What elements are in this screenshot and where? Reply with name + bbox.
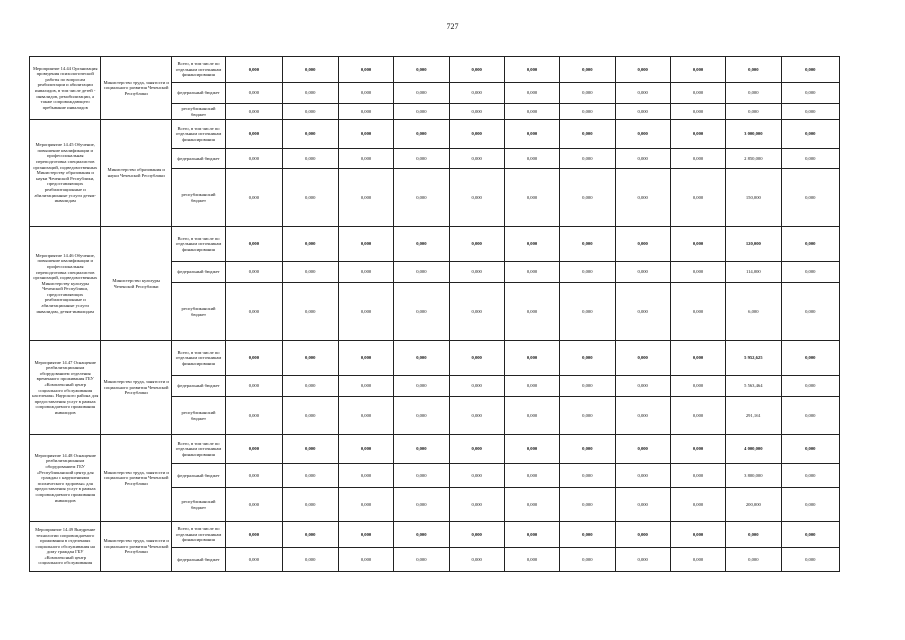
amount-cell: 0,000 — [394, 376, 449, 397]
amount-cell: 0,000 — [781, 376, 840, 397]
amount-cell: 0,000 — [781, 227, 840, 262]
amount-cell: 0,000 — [560, 522, 615, 548]
amount-cell: 3 000,000 — [726, 120, 781, 149]
amount-cell: 0,000 — [670, 169, 725, 227]
amount-cell: 0,000 — [560, 488, 615, 522]
amount-cell: 0,000 — [615, 397, 670, 435]
funding-source-cell: федеральный бюджет — [171, 83, 225, 104]
amount-cell: 0,000 — [226, 435, 282, 464]
amount-cell: 0,000 — [560, 227, 615, 262]
amount-cell: 0,000 — [615, 464, 670, 488]
amount-cell: 0,000 — [282, 169, 338, 227]
amount-cell: 0,000 — [781, 488, 840, 522]
measure-cell: Мероприятие 14.49 Внедрение технологии сопровождаемого проживания в отделениях социального обслуживания на дому граждан ГБУ «Комплексный центр социального обслуживания — [30, 522, 101, 572]
amount-cell: 0,000 — [560, 435, 615, 464]
amount-cell: 0,000 — [282, 376, 338, 397]
table-row — [30, 227, 840, 262]
amount-cell: 0,000 — [781, 548, 840, 572]
amount-cell: 6,000 — [726, 283, 781, 341]
funding-source-cell: федеральный бюджет — [171, 262, 225, 283]
amount-cell: 0,000 — [282, 397, 338, 435]
amount-cell: 0,000 — [560, 149, 615, 169]
amount-cell: 0,000 — [504, 376, 559, 397]
amount-cell: 0,000 — [226, 227, 282, 262]
amount-cell: 4 000,000 — [726, 435, 781, 464]
amount-cell: 0,000 — [504, 149, 559, 169]
amount-cell: 0,000 — [226, 57, 282, 83]
funding-source-cell: федеральный бюджет — [171, 464, 225, 488]
amount-cell: 0,000 — [338, 488, 393, 522]
measure-cell: Мероприятие 14.46 Обучение, повышение квалификации и профессиональная переподготовка специалистов организаций, подведомственных Министерству культуры Чеченской Республики, предоставляющих реабилитационные и абилитационные услуги инвалидам, детям-инвалидам — [30, 227, 101, 341]
amount-cell: 0,000 — [394, 169, 449, 227]
amount-cell: 0,000 — [394, 283, 449, 341]
amount-cell: 0,000 — [560, 83, 615, 104]
amount-cell: 2 850,000 — [726, 149, 781, 169]
table-row — [30, 522, 840, 548]
executor-cell: Министерство труда, занятости и социального развития Чеченской Республики — [101, 341, 171, 435]
amount-cell: 0,000 — [615, 104, 670, 120]
amount-cell: 0,000 — [449, 397, 504, 435]
amount-cell: 0,000 — [449, 283, 504, 341]
amount-cell: 0,000 — [449, 548, 504, 572]
funding-source-cell: Всего, в том числе по отдельным источникам финансирования — [171, 341, 225, 376]
amount-cell: 0,000 — [615, 262, 670, 283]
amount-cell: 0,000 — [282, 283, 338, 341]
amount-cell: 0,000 — [449, 341, 504, 376]
amount-cell: 0,000 — [226, 522, 282, 548]
amount-cell: 0,000 — [781, 57, 840, 83]
funding-source-cell: федеральный бюджет — [171, 548, 225, 572]
amount-cell: 0,000 — [449, 169, 504, 227]
amount-cell: 0,000 — [615, 169, 670, 227]
amount-cell: 0,000 — [449, 83, 504, 104]
amount-cell: 0,000 — [504, 169, 559, 227]
amount-cell: 0,000 — [726, 83, 781, 104]
amount-cell: 114,000 — [726, 262, 781, 283]
table-row — [30, 341, 840, 376]
amount-cell: 0,000 — [726, 104, 781, 120]
amount-cell: 0,000 — [504, 464, 559, 488]
funding-source-cell: Всего, в том числе по отдельным источникам финансирования — [171, 522, 225, 548]
amount-cell: 0,000 — [504, 120, 559, 149]
amount-cell: 0,000 — [615, 435, 670, 464]
amount-cell: 0,000 — [394, 227, 449, 262]
amount-cell: 0,000 — [226, 464, 282, 488]
amount-cell: 0,000 — [560, 397, 615, 435]
amount-cell: 0,000 — [670, 341, 725, 376]
amount-cell: 0,000 — [670, 57, 725, 83]
amount-cell: 0,000 — [781, 169, 840, 227]
amount-cell: 0,000 — [282, 262, 338, 283]
amount-cell: 0,000 — [449, 522, 504, 548]
amount-cell: 0,000 — [394, 548, 449, 572]
amount-cell: 0,000 — [560, 262, 615, 283]
executor-cell: Министерство труда, занятости и социального развития Чеченской Республики — [101, 522, 171, 572]
funding-source-cell: Всего, в том числе по отдельным источникам финансирования — [171, 57, 225, 83]
measure-cell: Мероприятие 14.47 Оснащение реабилитационным оборудованием отделения временного проживания ГБУ «Комплексный центр социального обслуживания населения» Наурского района для предоставления услуг в рамках сопровождаемого проживания инвалидов — [30, 341, 101, 435]
amount-cell: 0,000 — [670, 548, 725, 572]
amount-cell: 0,000 — [726, 548, 781, 572]
amount-cell: 0,000 — [338, 522, 393, 548]
amount-cell: 0,000 — [615, 376, 670, 397]
amount-cell: 0,000 — [282, 341, 338, 376]
amount-cell: 0,000 — [670, 376, 725, 397]
amount-cell: 0,000 — [560, 104, 615, 120]
amount-cell: 0,000 — [226, 149, 282, 169]
funding-source-cell: республиканский бюджет — [171, 283, 225, 341]
funding-source-cell: Всего, в том числе по отдельным источникам финансирования — [171, 435, 225, 464]
amount-cell: 0,000 — [226, 488, 282, 522]
budget-table — [29, 56, 840, 572]
amount-cell: 0,000 — [282, 227, 338, 262]
executor-cell: Министерство труда, занятости и социального развития Чеченской Республики — [101, 57, 171, 120]
amount-cell: 0,000 — [670, 283, 725, 341]
amount-cell: 0,000 — [394, 83, 449, 104]
amount-cell: 0,000 — [226, 548, 282, 572]
funding-source-cell: Всего, в том числе по отдельным источникам финансирования — [171, 120, 225, 149]
executor-cell: Министерство труда, занятости и социального развития Чеченской Республики — [101, 435, 171, 522]
amount-cell: 0,000 — [338, 169, 393, 227]
amount-cell: 0,000 — [338, 227, 393, 262]
amount-cell: 0,000 — [282, 57, 338, 83]
amount-cell: 0,000 — [504, 341, 559, 376]
amount-cell: 0,000 — [449, 376, 504, 397]
amount-cell: 0,000 — [282, 120, 338, 149]
amount-cell: 0,000 — [781, 149, 840, 169]
measure-cell: Мероприятие 14.44 Организация проведения психологической работы по вопросам реабилитации и абилитации инвалидов, в том числе детей - инвалидов, ремобилизации, а также сопровождающего пребывание инвалидов — [30, 57, 101, 120]
amount-cell: 0,000 — [560, 464, 615, 488]
amount-cell: 0,000 — [282, 488, 338, 522]
amount-cell: 0,000 — [781, 104, 840, 120]
amount-cell: 0,000 — [560, 120, 615, 149]
amount-cell: 0,000 — [449, 488, 504, 522]
amount-cell: 0,000 — [670, 227, 725, 262]
amount-cell: 0,000 — [338, 376, 393, 397]
amount-cell: 0,000 — [338, 397, 393, 435]
amount-cell: 0,000 — [338, 104, 393, 120]
amount-cell: 120,000 — [726, 227, 781, 262]
amount-cell: 0,000 — [226, 262, 282, 283]
amount-cell: 0,000 — [781, 397, 840, 435]
amount-cell: 0,000 — [504, 283, 559, 341]
amount-cell: 0,000 — [338, 464, 393, 488]
amount-cell: 0,000 — [670, 120, 725, 149]
amount-cell: 0,000 — [504, 397, 559, 435]
amount-cell: 0,000 — [226, 341, 282, 376]
amount-cell: 0,000 — [226, 169, 282, 227]
amount-cell: 0,000 — [504, 227, 559, 262]
amount-cell: 0,000 — [226, 397, 282, 435]
amount-cell: 0,000 — [282, 149, 338, 169]
amount-cell: 0,000 — [282, 83, 338, 104]
table-row — [30, 120, 840, 149]
amount-cell: 5 952,625 — [726, 341, 781, 376]
amount-cell: 0,000 — [560, 283, 615, 341]
amount-cell: 0,000 — [560, 57, 615, 83]
amount-cell: 0,000 — [282, 104, 338, 120]
amount-cell: 0,000 — [560, 341, 615, 376]
amount-cell: 0,000 — [282, 435, 338, 464]
amount-cell: 0,000 — [394, 120, 449, 149]
amount-cell: 0,000 — [615, 488, 670, 522]
amount-cell: 0,000 — [615, 522, 670, 548]
amount-cell: 0,000 — [670, 262, 725, 283]
amount-cell: 0,000 — [781, 522, 840, 548]
amount-cell: 0,000 — [282, 522, 338, 548]
executor-cell: Министерство культуры Чеченской Республики — [101, 227, 171, 341]
amount-cell: 150,000 — [726, 169, 781, 227]
amount-cell: 0,000 — [504, 57, 559, 83]
amount-cell: 0,000 — [504, 488, 559, 522]
funding-source-cell: федеральный бюджет — [171, 376, 225, 397]
amount-cell: 0,000 — [394, 435, 449, 464]
amount-cell: 0,000 — [504, 83, 559, 104]
amount-cell: 200,000 — [726, 488, 781, 522]
amount-cell: 0,000 — [449, 262, 504, 283]
amount-cell: 0,000 — [394, 397, 449, 435]
measure-cell: Мероприятие 14.45 Обучение, повышение квалификации и профессиональная переподготовка специалистов организаций, подведомственных Министерству образования и науки Чеченской Республики, предоставляющих реабилитационные и абилитационные услуги детям-инвалидам — [30, 120, 101, 227]
amount-cell: 0,000 — [338, 435, 393, 464]
amount-cell: 0,000 — [226, 104, 282, 120]
amount-cell: 0,000 — [449, 120, 504, 149]
amount-cell: 0,000 — [615, 227, 670, 262]
amount-cell: 0,000 — [338, 548, 393, 572]
amount-cell: 0,000 — [781, 341, 840, 376]
amount-cell: 0,000 — [781, 262, 840, 283]
amount-cell: 0,000 — [226, 120, 282, 149]
funding-source-cell: республиканский бюджет — [171, 104, 225, 120]
funding-source-cell: республиканский бюджет — [171, 397, 225, 435]
amount-cell: 0,000 — [560, 376, 615, 397]
amount-cell: 0,000 — [394, 522, 449, 548]
amount-cell: 291,161 — [726, 397, 781, 435]
amount-cell: 0,000 — [338, 283, 393, 341]
amount-cell: 0,000 — [394, 262, 449, 283]
amount-cell: 0,000 — [726, 57, 781, 83]
amount-cell: 0,000 — [560, 548, 615, 572]
amount-cell: 0,000 — [394, 149, 449, 169]
amount-cell: 0,000 — [504, 548, 559, 572]
amount-cell: 0,000 — [449, 104, 504, 120]
amount-cell: 0,000 — [670, 464, 725, 488]
amount-cell: 0,000 — [781, 464, 840, 488]
amount-cell: 0,000 — [670, 435, 725, 464]
executor-cell: Министерство образования и науки Чеченской Республики — [101, 120, 171, 227]
amount-cell: 0,000 — [670, 149, 725, 169]
amount-cell: 0,000 — [394, 341, 449, 376]
funding-source-cell: республиканский бюджет — [171, 169, 225, 227]
amount-cell: 0,000 — [615, 57, 670, 83]
amount-cell: 0,000 — [226, 283, 282, 341]
amount-cell: 0,000 — [504, 262, 559, 283]
table-row — [30, 435, 840, 464]
amount-cell: 0,000 — [338, 262, 393, 283]
table-row — [30, 57, 840, 83]
amount-cell: 0,000 — [781, 435, 840, 464]
amount-cell: 0,000 — [615, 120, 670, 149]
funding-source-cell: федеральный бюджет — [171, 149, 225, 169]
amount-cell: 0,000 — [338, 57, 393, 83]
amount-cell: 0,000 — [615, 283, 670, 341]
amount-cell: 0,000 — [449, 57, 504, 83]
amount-cell: 0,000 — [449, 464, 504, 488]
amount-cell: 3 800,000 — [726, 464, 781, 488]
amount-cell: 0,000 — [226, 83, 282, 104]
amount-cell: 0,000 — [449, 149, 504, 169]
measure-cell: Мероприятие 14.48 Оснащение реабилитационным оборудованием ГБУ «Республиканский центр для граждан с нарушениями психического здоровья» для предоставления услуг в рамках сопровождаемого проживания инвалидов — [30, 435, 101, 522]
amount-cell: 0,000 — [394, 57, 449, 83]
amount-cell: 0,000 — [394, 464, 449, 488]
amount-cell: 0,000 — [338, 83, 393, 104]
amount-cell: 0,000 — [670, 488, 725, 522]
amount-cell: 0,000 — [670, 397, 725, 435]
amount-cell: 0,000 — [394, 488, 449, 522]
amount-cell: 0,000 — [615, 83, 670, 104]
amount-cell: 0,000 — [670, 522, 725, 548]
amount-cell: 0,000 — [282, 548, 338, 572]
amount-cell: 0,000 — [781, 120, 840, 149]
amount-cell: 0,000 — [615, 548, 670, 572]
amount-cell: 0,000 — [560, 169, 615, 227]
funding-source-cell: Всего, в том числе по отдельным источникам финансирования — [171, 227, 225, 262]
amount-cell: 0,000 — [615, 149, 670, 169]
page-number: 727 — [446, 22, 459, 31]
amount-cell: 0,000 — [504, 522, 559, 548]
amount-cell: 0,000 — [449, 435, 504, 464]
amount-cell: 0,000 — [338, 341, 393, 376]
amount-cell: 0,000 — [781, 83, 840, 104]
amount-cell: 0,000 — [781, 283, 840, 341]
amount-cell: 0,000 — [670, 83, 725, 104]
amount-cell: 0,000 — [338, 149, 393, 169]
table-body — [30, 57, 840, 572]
amount-cell: 0,000 — [615, 341, 670, 376]
amount-cell: 0,000 — [338, 120, 393, 149]
amount-cell: 0,000 — [726, 522, 781, 548]
amount-cell: 0,000 — [449, 227, 504, 262]
amount-cell: 0,000 — [282, 464, 338, 488]
amount-cell: 0,000 — [504, 104, 559, 120]
amount-cell: 0,000 — [394, 104, 449, 120]
funding-source-cell: республиканский бюджет — [171, 488, 225, 522]
amount-cell: 0,000 — [226, 376, 282, 397]
amount-cell: 5 563,464 — [726, 376, 781, 397]
amount-cell: 0,000 — [504, 435, 559, 464]
amount-cell: 0,000 — [670, 104, 725, 120]
